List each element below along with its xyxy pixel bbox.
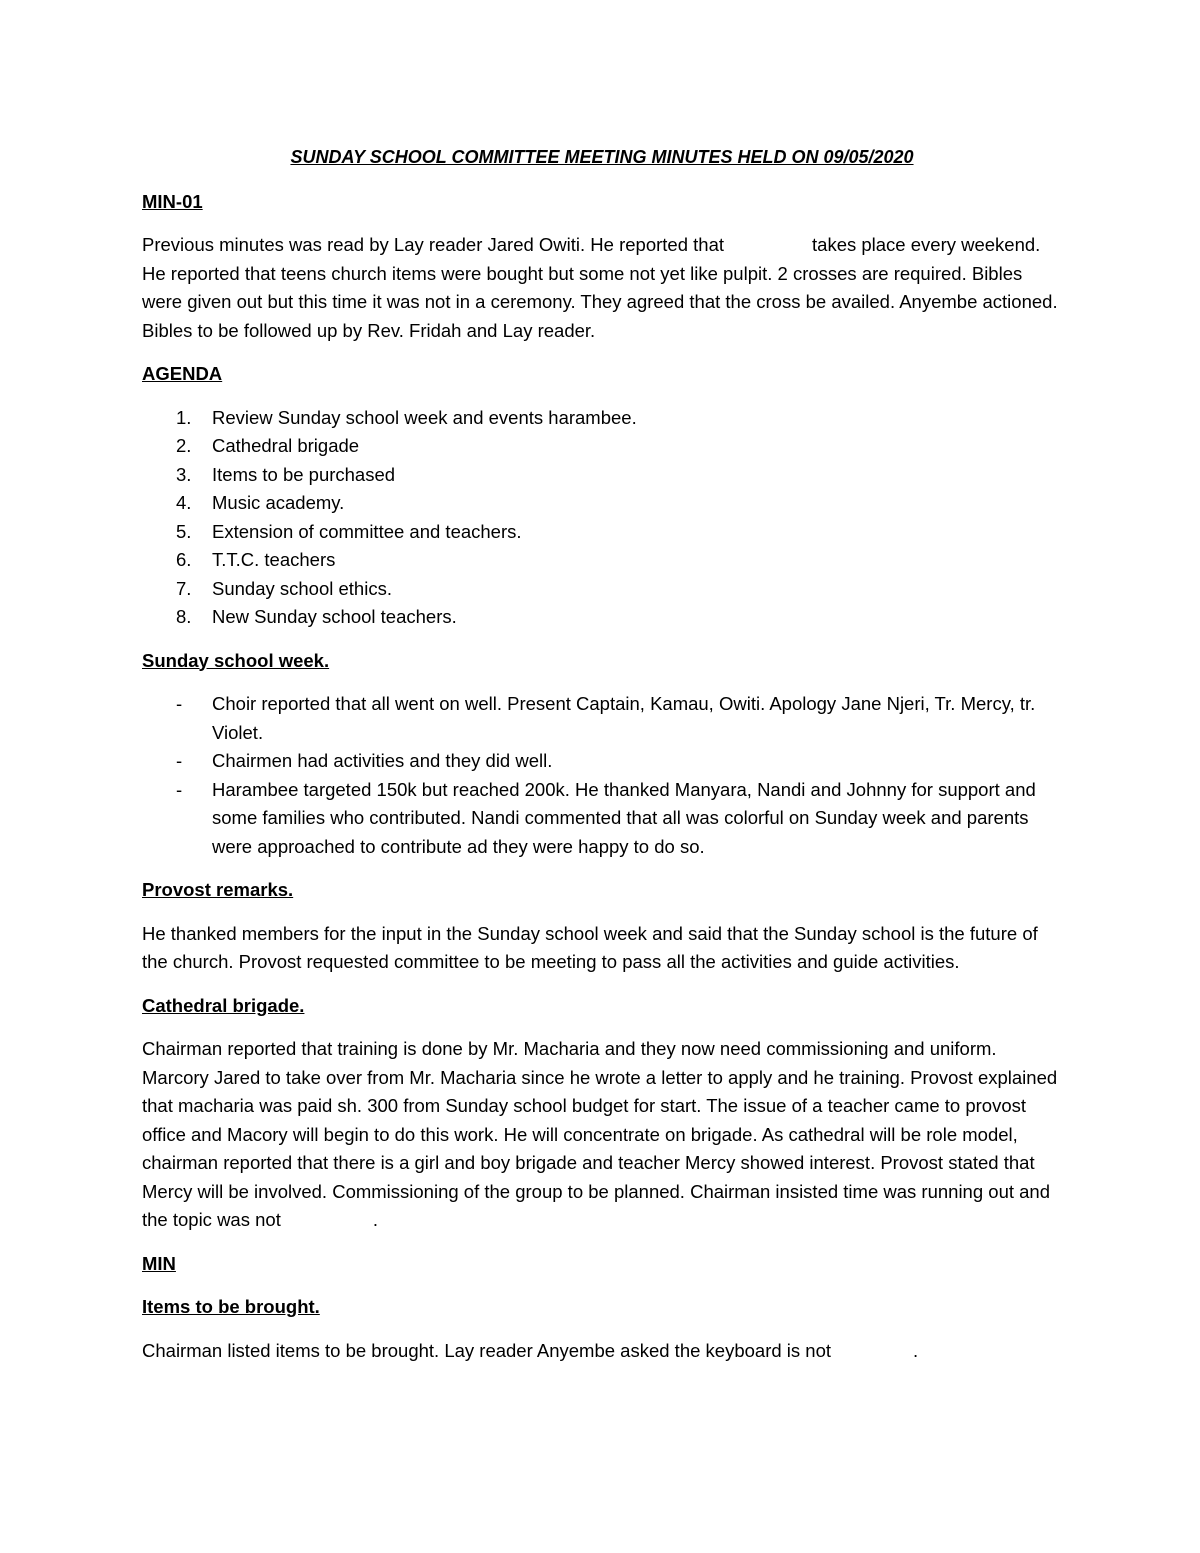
agenda-heading: AGENDA	[142, 363, 223, 384]
list-number: 7.	[176, 577, 192, 599]
list-item-text: Items to be purchased	[212, 463, 396, 485]
list-item-text: Cathedral brigade	[212, 435, 360, 456]
min-heading: MIN	[142, 1252, 176, 1274]
list-item	[142, 575, 1062, 604]
list-item	[142, 461, 1062, 490]
list-item-text: Choir reported that all went on well. Present Captain, Kamau, Owiti. Apology Jane Njeri, Tr. Mercy, tr. Violet.	[212, 693, 1036, 743]
min01-heading: MIN-01	[142, 190, 203, 212]
items-to-be-brought-text: Chairman listed items to be brought. Lay reader Anyembe asked the keyboard is not	[142, 1339, 831, 1361]
min01-paragraph	[142, 231, 1062, 345]
list-number: 2.	[176, 435, 192, 456]
list-item	[142, 747, 1062, 776]
list-number: 6.	[176, 549, 192, 570]
list-item	[142, 603, 1062, 632]
items-to-be-brought-heading: Items to be brought.	[142, 1296, 320, 1317]
list-item-text: T.T.C. teachers	[212, 549, 336, 570]
list-number: 3.	[176, 463, 192, 485]
list-item-text: Harambee targeted 150k but reached 200k. He thanked Manyara, Nandi and Johnny for support and some families who contributed. Nandi commented that all was colorful on Sunday week and parents were approached to contribute ad they were happy to do so.	[212, 778, 1036, 857]
agenda-list	[142, 404, 1062, 632]
provost-remarks-paragraph: He thanked members for the input in the Sunday school week and said that the Sunday school is the future of the church. Provost requested committee to be meeting to pass all the activities and guide activities.	[142, 922, 1038, 972]
list-item-text: Music academy.	[212, 492, 345, 513]
min01-text-part2: takes place every weekend. He reported that teens church items were bought but some not yet like pulpit. 2 crosses are required. Bibles were given out but this time it was not in a ceremony. They agreed that the cross be availed. Anyembe actioned. Bibles to be followed up by Rev. Fridah and Lay reader.	[142, 234, 1058, 341]
items-to-be-brought-paragraph	[142, 1337, 1062, 1366]
sunday-school-week-list	[142, 690, 1062, 861]
dash-bullet: -	[176, 750, 183, 771]
list-number: 4.	[176, 492, 192, 513]
list-item-text: Extension of committee and teachers.	[212, 520, 522, 542]
list-item	[142, 489, 1062, 518]
list-number: 5.	[176, 520, 192, 542]
list-item	[142, 546, 1062, 575]
dash-bullet: -	[176, 693, 183, 714]
list-item	[142, 690, 1062, 747]
list-number: 1.	[176, 406, 192, 428]
min01-text-part1: Previous minutes was read by Lay reader Jared Owiti. He reported that	[142, 234, 725, 255]
list-item	[142, 518, 1062, 547]
list-item-text: Chairmen had activities and they did well.	[212, 750, 553, 771]
list-item-text: New Sunday school teachers.	[212, 606, 457, 627]
provost-remarks-heading: Provost remarks.	[142, 879, 294, 900]
list-item-text: Review Sunday school week and events harambee.	[212, 406, 637, 428]
cathedral-brigade-paragraph	[142, 1035, 1062, 1235]
page-title: SUNDAY SCHOOL COMMITTEE MEETING MINUTES HELD ON 09/05/2020	[290, 147, 914, 167]
cathedral-brigade-end-mark: .	[372, 1209, 378, 1230]
list-item	[142, 776, 1062, 862]
list-number: 8.	[176, 606, 192, 627]
list-item	[142, 432, 1062, 461]
list-item	[142, 404, 1062, 433]
cathedral-brigade-heading: Cathedral brigade.	[142, 994, 305, 1016]
document-content	[142, 143, 1062, 1380]
dash-bullet: -	[176, 778, 183, 800]
list-item-text: Sunday school ethics.	[212, 577, 392, 599]
sunday-school-week-heading: Sunday school week.	[142, 649, 330, 671]
cathedral-brigade-text: Chairman reported that training is done by Mr. Macharia and they now need commissioning and uniform. Marcory Jared to take over from Mr. Macharia since he wrote a letter to apply and he training. Provost explained that macharia was paid sh. 300 from Sunday school budget for start. The issue of a teacher came to provost office and Macory will begin to do this work. He will concentrate on brigade. As cathedral will be role model, chairman reported that there is a girl and boy brigade and teacher Mercy showed interest. Provost stated that Mercy will be involved. Commissioning of the group to be planned. Chairman insisted time was running out and the topic was not	[142, 1038, 1058, 1230]
items-to-be-brought-end-mark: .	[913, 1339, 919, 1361]
